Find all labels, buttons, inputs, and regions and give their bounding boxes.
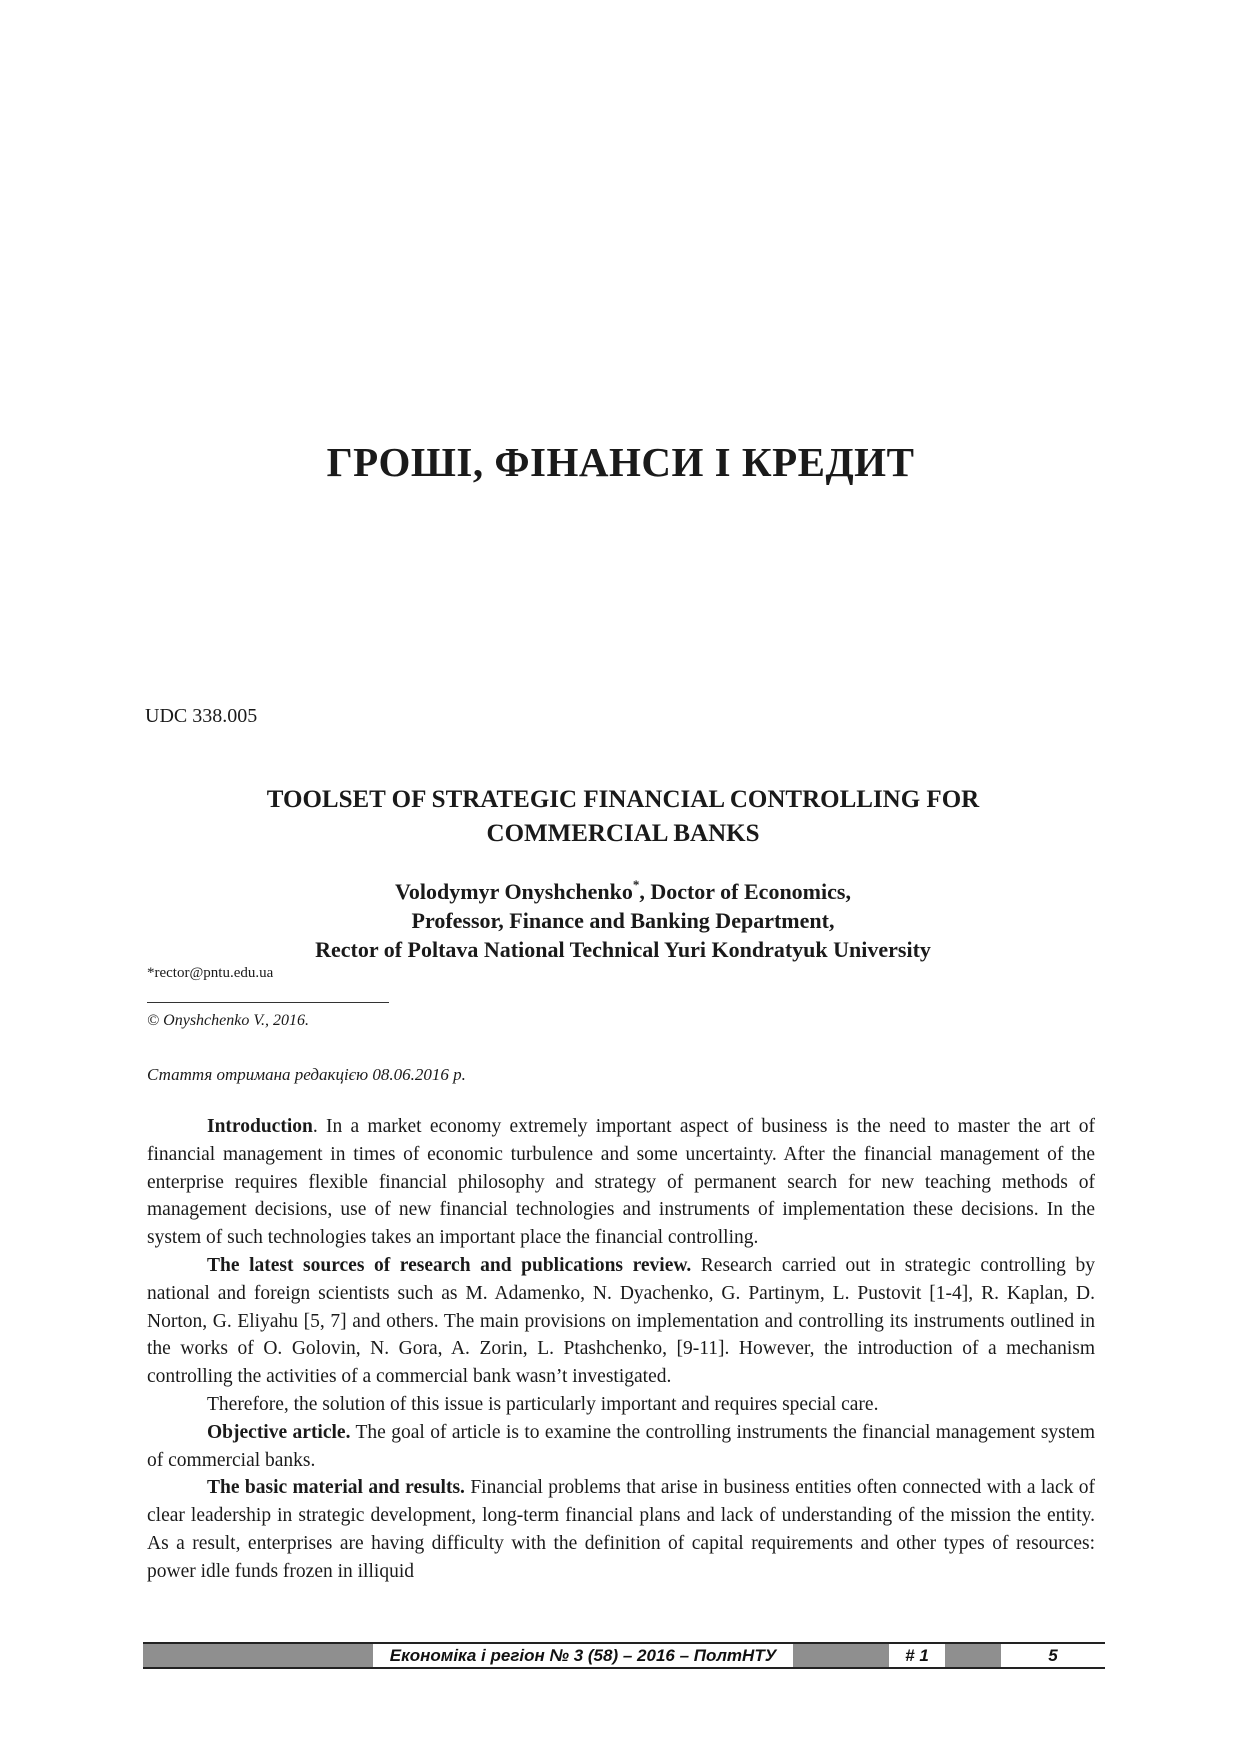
article-title-line-2: COMMERCIAL BANKS xyxy=(486,820,760,847)
author-line-2: Professor, Finance and Banking Department, xyxy=(411,908,835,933)
paragraph-literature-review xyxy=(147,1252,1095,1391)
paragraph-text: Therefore, the solution of this issue is particularly important and requires special care. xyxy=(207,1393,879,1415)
paragraph-text: The goal of article is to examine the controlling instruments the financial management system of commercial banks. xyxy=(147,1421,1095,1471)
page-footer xyxy=(143,1642,1105,1669)
footer-gray-segment xyxy=(793,1644,889,1667)
paragraph-introduction xyxy=(147,1113,1095,1252)
footer-bottom-rule xyxy=(143,1667,1105,1669)
author-degree: , Doctor of Economics, xyxy=(639,879,851,904)
paragraph-text: . In a market economy extremely important aspect of business is the need to master the art of financial management in times of economic turbulence and some uncertainty. After the financial management of the enterprise requires flexible financial philosophy and strategy of permanent search for new teaching methods of management decisions, use of new financial technologies and instruments of implementation these decisions. In the system of such technologies takes an important place the financial controlling. xyxy=(147,1116,1095,1249)
footer-gray-segment xyxy=(143,1644,373,1667)
author-line-1 xyxy=(145,877,1101,906)
footer-journal-label: Економіка і регіон № 3 (58) – 2016 – ПолтНТУ xyxy=(373,1644,793,1667)
copyright-note: © Onyshchenko V., 2016. xyxy=(147,1012,310,1029)
author-line-3: Rector of Poltava National Technical Yuri Kondratyuk University xyxy=(315,937,931,962)
author-block xyxy=(145,877,1101,964)
author-email: *rector@pntu.edu.ua xyxy=(147,965,274,981)
paragraph-objective xyxy=(147,1419,1095,1475)
paragraph-therefore xyxy=(147,1391,1095,1419)
paragraph-heading: Introduction xyxy=(207,1116,313,1137)
article-title-line-1: TOOLSET OF STRATEGIC FINANCIAL CONTROLLING FOR xyxy=(266,786,980,813)
paragraph-text: Research carried out in strategic controlling by national and foreign scientists such as M. Adamenko, N. Dyachenko, G. Partinym, L. Pustovit [1-4], R. Kaplan, D. Norton, G. Eliyahu [5, 7] and others. The main provisions on implementation and controlling its instruments outlined in the works of O. Golovin, N. Gora, A. Zorin, L. Ptashchenko, [9-11]. However, the introduction of a mechanism controlling the activities of a commercial bank wasn’t investigated. xyxy=(147,1254,1095,1388)
udc-code: UDC 338.005 xyxy=(145,705,258,727)
paragraph-heading: The basic material and results. xyxy=(207,1477,465,1499)
paragraph-results xyxy=(147,1474,1095,1585)
paragraph-heading: The latest sources of research and publications review. xyxy=(207,1254,692,1276)
section-title: ГРОШІ, ФІНАНСИ І КРЕДИТ xyxy=(326,439,915,485)
paragraph-text: Financial problems that arise in business entities often connected with a lack of clear leadership in strategic development, long-term financial plans and lack of understanding of the mission the entity. As a result, enterprises are having difficulty with the definition of capital requirements and other types of resources: power idle funds frozen in illiquid xyxy=(147,1477,1095,1582)
footer-gray-segment xyxy=(945,1644,1001,1667)
footnote-divider xyxy=(147,1002,389,1003)
author-footnote-mark: * xyxy=(632,877,640,892)
article-title xyxy=(145,783,1101,851)
article-body xyxy=(147,1113,1095,1586)
received-date-note: Стаття отримана редакцією 08.06.2016 р. xyxy=(147,1065,466,1084)
footer-page-number: 5 xyxy=(1001,1644,1105,1667)
footer-issue-label: # 1 xyxy=(889,1644,945,1667)
author-name: Volodymyr Onyshchenko xyxy=(395,879,633,904)
paragraph-heading: Objective article. xyxy=(207,1421,351,1443)
